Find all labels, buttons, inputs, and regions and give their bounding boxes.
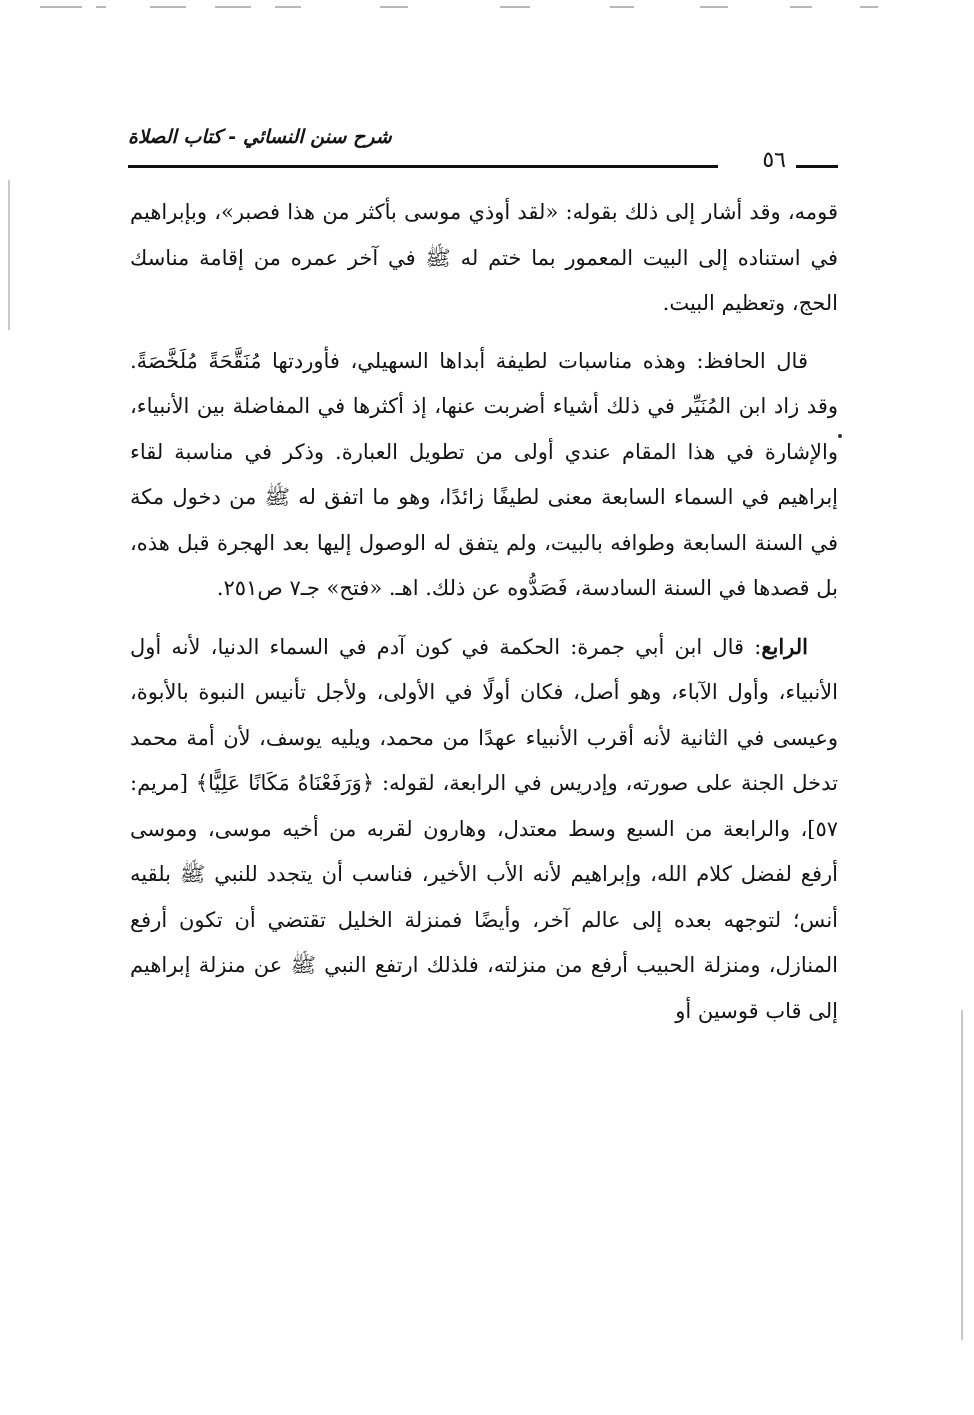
paragraph-3 xyxy=(130,624,838,1035)
margin-dot xyxy=(838,434,842,438)
header-rule xyxy=(128,165,718,168)
scan-top-marks xyxy=(0,0,974,10)
scan-left-edge-line xyxy=(8,180,10,330)
paragraph-3-text: : قال ابن أبي جمرة: الحكمة في كون آدم في السماء الدنيا، لأنه أول الأنبياء، وأول الآباء، وهو أصل، فكان أولًا في الأولى، ولأجل تأنيس النبوة بالأبوة، وعيسى في الثانية لأنه أقرب الأنبياء عهدًا من محمد، ويليه يوسف، لأن أمة محمد تدخل الجنة على صورته، وإدريس في الرابعة، لقوله: ﴿وَرَفَعْنَاهُ مَكَانًا عَلِيًّا﴾ [مريم: ٥٧]، والرابعة من السبع وسط معتدل، وهارون لقربه من أخيه موسى، وموسى أرفع لفضل كلام الله، وإبراهيم لأنه الأب الأخير، فناسب أن يتجدد للنبي ﷺ بلقيه أنس؛ لتوجهه بعده إلى عالم آخر، وأيضًا فمنزلة الخليل تقتضي أن تكون أرفع المنازل، ومنزلة الحبيب أرفع من منزلته، فلذلك ارتفع النبي ﷺ عن منزلة إبراهيم إلى قاب قوسين أو xyxy=(130,634,838,1023)
page-body xyxy=(130,190,838,1034)
paragraph-3-lead: الرابع xyxy=(761,633,808,659)
scan-right-edge-line xyxy=(961,1010,963,1340)
paragraph-2: قال الحافظ: وهذه مناسبات لطيفة أبداها السهيلي، فأوردتها مُنَقَّحَةً مُلَخَّصَةً. وقد زاد ابن المُنَيِّر في ذلك أشياء أضربت عنها، إذ أكثرها في المفاضلة بين الأنبياء، والإشارة في هذا المقام عندي أولى من تطويل العبارة. وذكر في مناسبة لقاء إبراهيم في السماء السابعة معنى لطيفًا زائدًا، وهو ما اتفق له ﷺ من دخول مكة في السنة السابعة وطوافه بالبيت، ولم يتفق له الوصول إليها بعد الهجرة قبل هذه، بل قصدها في السنة السادسة، فَصَدُّوه عن ذلك. اهـ. «فتح» جـ٧ ص٢٥١. xyxy=(130,348,838,600)
running-title: شرح سنن النسائي - كتاب الصلاة xyxy=(128,126,392,148)
paragraph-1: قومه، وقد أشار إلى ذلك بقوله: «لقد أوذي موسى بأكثر من هذا فصبر»، وبإبراهيم في استناده إلى البيت المعمور بما ختم له ﷺ في آخر عمره من إقامة مناسك الحج، وتعظيم البيت. xyxy=(130,200,838,315)
page-header xyxy=(128,126,838,174)
page-number: ٥٦ xyxy=(762,148,786,173)
header-rule-short xyxy=(796,165,838,168)
